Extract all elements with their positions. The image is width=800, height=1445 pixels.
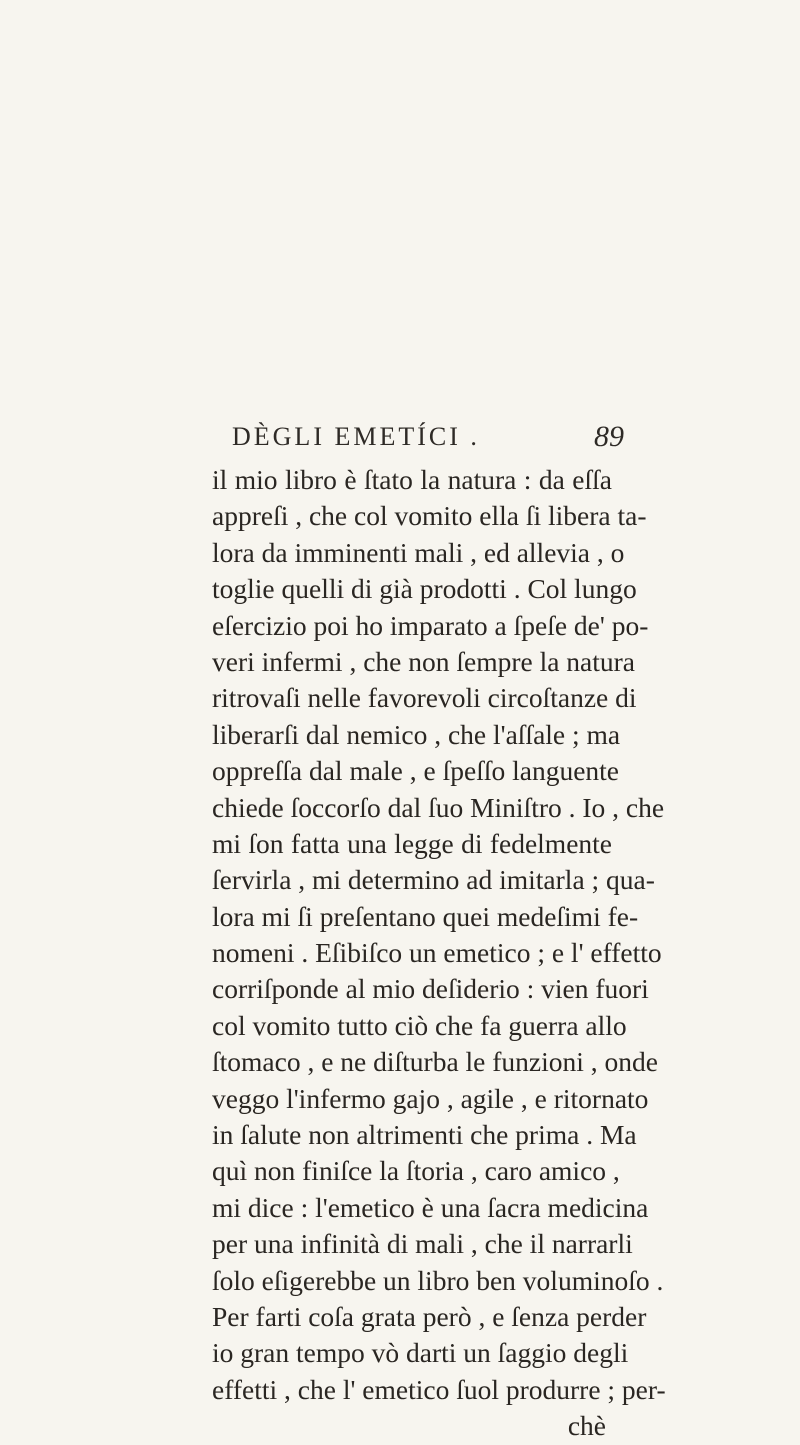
body-text: [212, 462, 666, 1445]
text-line: veri infermi , che non ſempre la natura: [212, 645, 636, 677]
text-line: Per farti coſa grata però , e ſenza perder: [212, 1300, 647, 1332]
text-line: mi ſon fatta una legge di fedelmente: [212, 827, 612, 859]
text-line: lora mi ſi preſentano quei medeſimi fe-: [212, 900, 639, 932]
text-line: ritrovaſi nelle favorevoli circoſtanze di: [212, 682, 637, 714]
text-line: mi dice : l'emetico è una ſacra medicina: [212, 1191, 649, 1223]
text-line: quì non finiſce la ſtoria , caro amico ,: [212, 1155, 620, 1187]
text-line: oppreſſa dal male , e ſpeſſo languente: [212, 755, 619, 787]
text-line: lora da imminenti mali , ed allevia , o: [212, 536, 625, 568]
text-line: ſolo eſigerebbe un libro ben voluminoſo .: [212, 1264, 664, 1296]
text-line: corriſponde al mio deſiderio : vien fuori: [212, 973, 649, 1005]
catchword: chè: [567, 1410, 606, 1442]
text-line: ſtomaco , e ne diſturba le funzioni , onde: [212, 1046, 658, 1078]
text-line: eſercizio poi ho imparato a ſpeſe de' po-: [212, 609, 649, 641]
text-line: toglie quelli di già prodotti . Col lungo: [212, 573, 637, 605]
running-head: [0, 422, 800, 466]
text-line: nomeni . Eſibiſco un emetico ; e l' effetto: [212, 937, 662, 969]
text-line: col vomito tutto ciò che fa guerra allo: [212, 1009, 627, 1041]
text-line: per una infinità di mali , che il narrarli: [212, 1228, 633, 1260]
text-line: chiede ſoccorſo dal ſuo Miniſtro . Io , che: [212, 791, 665, 823]
text-line: veggo l'infermo gajo , agile , e ritornato: [212, 1082, 649, 1114]
text-line: ſervirla , mi determino ad imitarla ; qua-: [212, 864, 655, 896]
page-number: 89: [594, 420, 624, 453]
text-line: in ſalute non altrimenti che prima . Ma: [212, 1119, 637, 1151]
running-head-title: DÈGLI EMETÍCI .: [232, 422, 480, 451]
text-line: il mio libro è ſtato la natura : da eſſa: [212, 464, 612, 495]
text-line: io gran tempo vò darti un ſaggio degli: [212, 1337, 629, 1369]
text-line: effetti , che l' emetico ſuol produrre ; per-: [212, 1373, 666, 1405]
text-line: appreſi , che col vomito ella ſi libera ta-: [212, 500, 647, 532]
text-line: liberarſi dal nemico , che l'aſſale ; ma: [212, 718, 621, 750]
